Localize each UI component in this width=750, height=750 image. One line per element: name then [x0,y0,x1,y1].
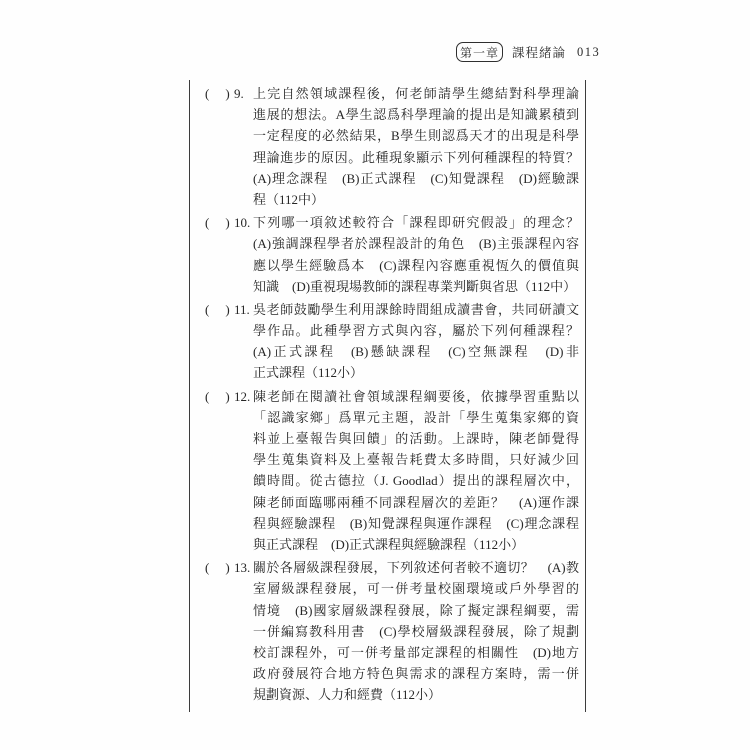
question-item [190,83,585,210]
question-item [190,386,585,556]
question-text-line: 學生蒐集資料及上臺報告耗費太多時間，只好減少回 [253,452,579,468]
question-text-line: 學作品。此種學習方式與內容，屬於下列何種課程？ [253,323,579,339]
page-number: 013 [577,44,601,59]
question-text-line: 正式課程（112小） [253,365,364,381]
question-number: 9. [234,86,244,101]
question-text-line: 料並上臺報告與回饋」的活動。上課時，陳老師覺得 [253,431,579,446]
question-item [190,212,585,297]
answer-blank: ( ) [205,86,232,101]
question-item [190,557,585,705]
question-text-line: 規劃資源、人力和經費（112小） [253,687,442,703]
question-text-line: 程與經驗課程 (B)知覺課程與運作課程 (C)理念課程 [253,515,579,531]
question-text-line: (A)正式課程 (B)懸缺課程 (C)空無課程 (D)非 [253,344,579,360]
question-text-line: 理論進步的原因。此種現象顯示下列何種課程的特質？ [253,149,579,165]
running-header [456,41,600,63]
question-number: 13. [234,560,251,576]
question-text-line: (A)理念課程 (B)正式課程 (C)知覺課程 (D)經驗課 [253,170,579,186]
question-text-line: 吳老師鼓勵學生利用課餘時間組成讀書會，共同研讀文 [253,301,579,317]
question-text-line: 「認識家鄉」爲單元主題，設計「學生蒐集家鄉的資 [253,409,579,425]
question-text-line: 陳老師在閱讀社會領域課程綱要後，依據學習重點以 [253,388,579,404]
question-number: 11. [234,301,250,317]
question-text-line: 與正式課程 (D)正式課程與經驗課程（112小） [253,536,525,552]
question-list [189,80,586,712]
question-text-line: 政府發展符合地方特色與需求的課程方案時，需一併 [253,666,579,682]
question-text-line: 應以學生經驗爲本 (C)課程內容應重視恆久的價值與 [253,257,579,273]
question-text-line: 關於各層級課程發展，下列敘述何者較不適切？ (A)教 [253,560,579,576]
chapter-title: 課程緒論 [512,46,567,60]
question-text-line: 一併編寫教科用書 (C)學校層級課程發展，除了規劃 [253,623,579,639]
question-number: 12. [234,388,251,404]
question-text-line: (A)強調課程學者於課程設計的角色 (B)主張課程內容 [253,236,579,252]
question-text-line: 上完自然領域課程後，何老師請學生總結對科學理論 [253,86,579,101]
question-text-line: 下列哪一項敘述較符合「課程即研究假設」的理念？ [253,215,579,231]
question-text [253,83,579,210]
question-text [253,212,579,297]
question-text-line: 室層級課程發展，可一併考量校園環境或戶外學習的 [253,581,579,597]
question-text [253,386,579,556]
answer-blank: ( ) [205,388,232,404]
question-item [190,299,585,384]
question-text-line: 進展的想法。A學生認爲科學理論的提出是知識累積到 [253,107,579,123]
question-text-line: 一定程度的必然結果，B學生則認爲天才的出現是科學 [253,128,579,144]
answer-blank: ( ) [205,301,232,317]
question-text-line: 饋時間。從古德拉（J. Goodlad）提出的課程層次中， [253,473,579,489]
chapter-badge: 第一章 [456,42,503,62]
question-text-line: 情境 (B)國家層級課程發展，除了擬定課程綱要，需 [253,602,579,618]
question-text-line: 陳老師面臨哪兩種不同課程層次的差距？ (A)運作課 [253,494,579,510]
question-text-line: 程（112中） [253,191,325,207]
answer-blank: ( ) [205,560,232,576]
question-number: 10. [234,215,251,231]
question-text-line: 校訂課程外，可一併考量部定課程的相關性 (D)地方 [253,644,579,660]
question-text [253,557,579,705]
question-text [253,299,579,384]
answer-blank: ( ) [205,215,232,231]
question-text-line: 知識 (D)重視現場教師的課程專業判斷與省思（112中） [253,278,577,294]
